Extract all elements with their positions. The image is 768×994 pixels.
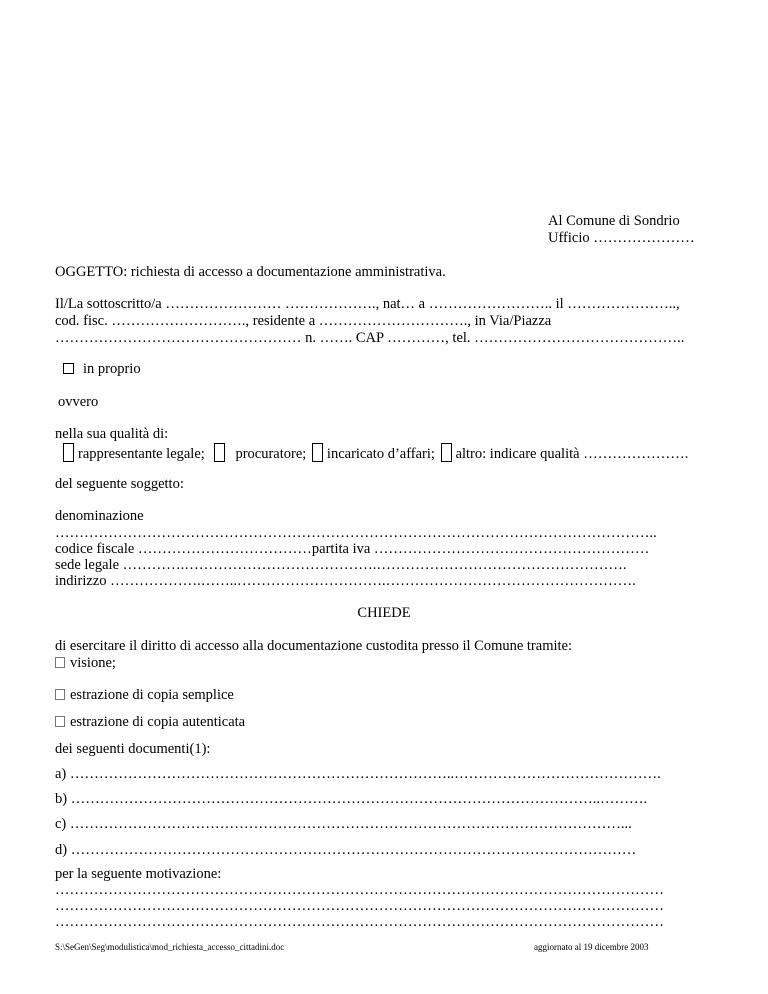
qualita-options bbox=[63, 443, 688, 463]
documents-intro: dei seguenti documenti(1): bbox=[55, 741, 211, 757]
motivazione-intro: per la seguente motivazione: bbox=[55, 866, 222, 882]
checkbox-icon[interactable] bbox=[63, 363, 74, 374]
denominazione-dots: …………………………………………………………………………………………………………….. bbox=[55, 525, 657, 541]
footer-file-path: S:\SeGen\Seg\modulistica\mod_richiesta_accesso_cittadini.doc bbox=[55, 942, 285, 952]
in-proprio-option[interactable] bbox=[63, 361, 141, 378]
qualita-option-procuratore[interactable]: procuratore; bbox=[214, 446, 306, 462]
checkbox-icon[interactable] bbox=[55, 657, 65, 668]
checkbox-icon[interactable] bbox=[441, 443, 452, 462]
footer-updated-date: aggiornato al 19 dicembre 2003 bbox=[534, 942, 649, 952]
access-option-visione[interactable]: visione; bbox=[55, 655, 116, 672]
qualita-option-legale[interactable]: rappresentante legale; bbox=[63, 446, 205, 462]
document-item-c: c) ……………………………………………………………………………………………………... bbox=[55, 816, 632, 832]
access-option-copia-autenticata[interactable]: estrazione di copia autenticata bbox=[55, 714, 245, 731]
chiede-heading: CHIEDE bbox=[357, 605, 411, 621]
access-intro: di esercitare il diritto di accesso alla documentazione custodita presso il Comune tramite: bbox=[55, 638, 573, 654]
motivazione-line-2: ……………………………………………………………………………………………………………… bbox=[55, 898, 664, 914]
applicant-line-1: Il/La sottoscritto/a …………………… ………………., nat… a …………………….. il ………………….., bbox=[55, 296, 680, 312]
checkbox-icon[interactable] bbox=[55, 716, 65, 727]
access-option-copia-semplice[interactable]: estrazione di copia semplice bbox=[55, 687, 234, 704]
applicant-line-3: …………………………………………… n. ……. CAP …………, tel. …………………………………….. bbox=[55, 330, 685, 346]
motivazione-line-3: ……………………………………………………………………………………………………………… bbox=[55, 914, 664, 930]
document-item-d: d) ……………………………………………………………………………………………………… bbox=[55, 842, 637, 858]
applicant-line-2: cod. fisc. ………………………., residente a …………………………., in Via/Piazza bbox=[55, 313, 552, 329]
document-item-b: b) ………………………………………………………………………………………………..………. bbox=[55, 791, 648, 807]
ovvero-text: ovvero bbox=[58, 394, 99, 410]
subject-line: OGGETTO: richiesta di accesso a documentazione amministrativa. bbox=[55, 264, 446, 280]
checkbox-icon[interactable] bbox=[312, 443, 323, 462]
recipient-line-2: Ufficio ………………… bbox=[548, 230, 695, 246]
qualita-intro: nella sua qualità di: bbox=[55, 426, 169, 442]
codice-fiscale-line: codice fiscale ………………………………partita iva ………………………………………………… bbox=[55, 541, 650, 557]
sede-legale-line: sede legale ………….………………………………….……………………………………………. bbox=[55, 557, 627, 573]
motivazione-line-1: ……………………………………………………………………………………………………………… bbox=[55, 882, 664, 898]
qualita-option-incaricato[interactable]: incaricato d’affari; bbox=[312, 446, 435, 462]
soggetto-intro: del seguente soggetto: bbox=[55, 476, 184, 492]
checkbox-icon[interactable] bbox=[63, 443, 74, 462]
document-item-a: a) ……………………………………………………………………..……………………………………. bbox=[55, 766, 661, 782]
recipient-line-1: Al Comune di Sondrio bbox=[548, 213, 680, 229]
checkbox-icon[interactable] bbox=[214, 443, 225, 462]
denominazione-label: denominazione bbox=[55, 508, 144, 524]
checkbox-icon[interactable] bbox=[55, 689, 65, 700]
in-proprio-label: in proprio bbox=[83, 361, 141, 377]
qualita-option-altro[interactable]: altro: indicare qualità …………………. bbox=[441, 446, 689, 462]
indirizzo-line: indirizzo ……………….……..………………………….……………………………………………. bbox=[55, 573, 636, 589]
